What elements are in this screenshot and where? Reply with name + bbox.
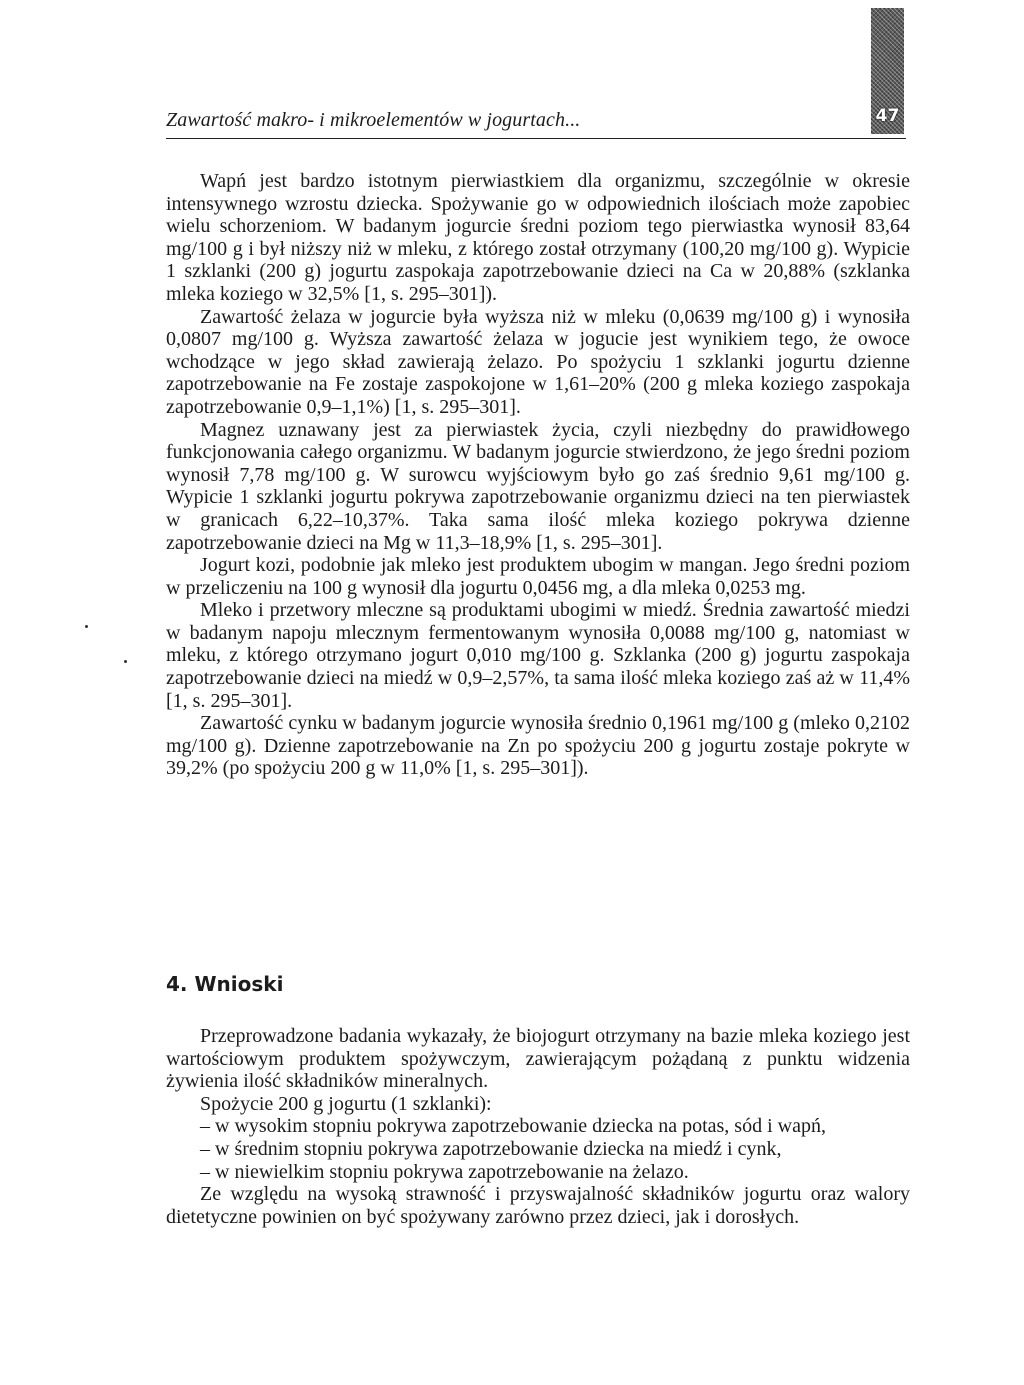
running-title: Zawartość makro- i mikroelementów w jogurtach... — [166, 109, 581, 131]
conclusion-item: – w niewielkim stopniu pokrywa zapotrzebowanie na żelazo. — [200, 1160, 689, 1183]
paragraph-manganese: Jogurt kozi, podobnie jak mleko jest produktem ubogim w mangan. Jego średni poziom w przeliczeniu na 100 g wynosił dla jogurtu 0,0456 mg, a dla mleka 0,0253 mg. — [166, 554, 910, 599]
conclusion-item: – w wysokim stopniu pokrywa zapotrzebowanie dziecka na potas, sód i wapń, — [200, 1115, 826, 1138]
conclusions-text — [166, 1025, 910, 1228]
conclusion-item: – w średnim stopniu pokrywa zapotrzebowanie dziecka na miedź i cynk, — [200, 1137, 782, 1160]
conclusions-lead: Spożycie 200 g jogurtu (1 szklanki): — [200, 1092, 492, 1115]
scan-speck — [85, 625, 88, 628]
page-number: 47 — [875, 106, 900, 126]
results-text — [166, 170, 910, 780]
conclusions-intro: Przeprowadzone badania wykazały, że biojogurt otrzymany na bazie mleka koziego jest wartościowym produktem spożywczym, zawierającym pożądaną z punktu widzenia żywienia ilość składników mineralnych. — [166, 1025, 910, 1093]
section-heading-conclusions: 4. Wnioski — [166, 972, 284, 996]
paragraph-copper: Mleko i przetwory mleczne są produktami ubogimi w miedź. Średnia zawartość miedzi w badanym napoju mlecznym fermentowanym wynosiła 0,0088 mg/100 g, natomiast w mleku, z którego otrzymano jogurt 0,010 mg/100 g. Szklanka (200 g) jogurtu zaspokaja zapotrzebowanie dzieci na miedź w 0,9–2,57%, ta sama ilość mleka koziego zaś aż w 11,4% [1, s. 295–301]. — [166, 599, 910, 712]
paragraph-calcium: Wapń jest bardzo istotnym pierwiastkiem dla organizmu, szczególnie w okresie intensywnego wzrostu dziecka. Spożywanie go w odpowiednich ilościach może zapobiec wielu schorzeniom. W badanym jogurcie średni poziom tego pierwiastka wynosił 83,64 mg/100 g i był niższy niż w mleku, z którego został otrzymany (100,20 mg/100 g). Wypicie 1 szklanki (200 g) jogurtu zaspokaja zapotrzebowanie dzieci na Ca w 20,88% (szklanka mleka koziego w 32,5% [1, s. 295–301]). — [166, 170, 910, 305]
paragraph-iron: Zawartość żelaza w jogurcie była wyższa niż w mleku (0,0639 mg/100 g) i wynosiła 0,0807 mg/100 g. Wyższa zawartość żelaza w jogucie jest wynikiem tego, że owoce wchodzące w jego skład zawierają żelazo. Po spożyciu 1 szklanki jogurtu dzienne zapotrzebowanie na Fe zostaje zaspokojone w 1,61–20% (200 g mleka koziego zaspokaja zapotrzebowanie 0,9–1,1%) [1, s. 295–301]. — [166, 305, 910, 418]
paragraph-magnesium: Magnez uznawany jest za pierwiastek życia, czyli niezbędny do prawidłowego funkcjonowania całego organizmu. W badanym jogurcie stwierdzono, że jego średni poziom wynosił 7,78 mg/100 g. W surowcu wyjściowym było go zaś średnio 9,61 mg/100 g. Wypicie 1 szklanki jogurtu pokrywa zapotrzebowanie organizmu dzieci na ten pierwiastek w granicach 6,22–10,37%. Taka sama ilość mleka koziego pokrywa dzienne zapotrzebowanie dzieci na Mg w 11,3–18,9% [1, s. 295–301]. — [166, 418, 910, 554]
paragraph-zinc: Zawartość cynku w badanym jogurcie wynosiła średnio 0,1961 mg/100 g (mleko 0,2102 mg/100 g). Dzienne zapotrzebowanie na Zn po spożyciu 200 g jogurtu zostaje pokryte w 39,2% (po spożyciu 200 g w 11,0% [1, s. 295–301]). — [166, 712, 910, 780]
scan-speck — [124, 660, 127, 663]
conclusions-closing: Ze względu na wysoką strawność i przyswajalność składników jogurtu oraz walory dietetyczne powinien on być spożywany zarówno przez dzieci, jak i dorosłych. — [166, 1183, 910, 1228]
running-header — [166, 104, 906, 139]
